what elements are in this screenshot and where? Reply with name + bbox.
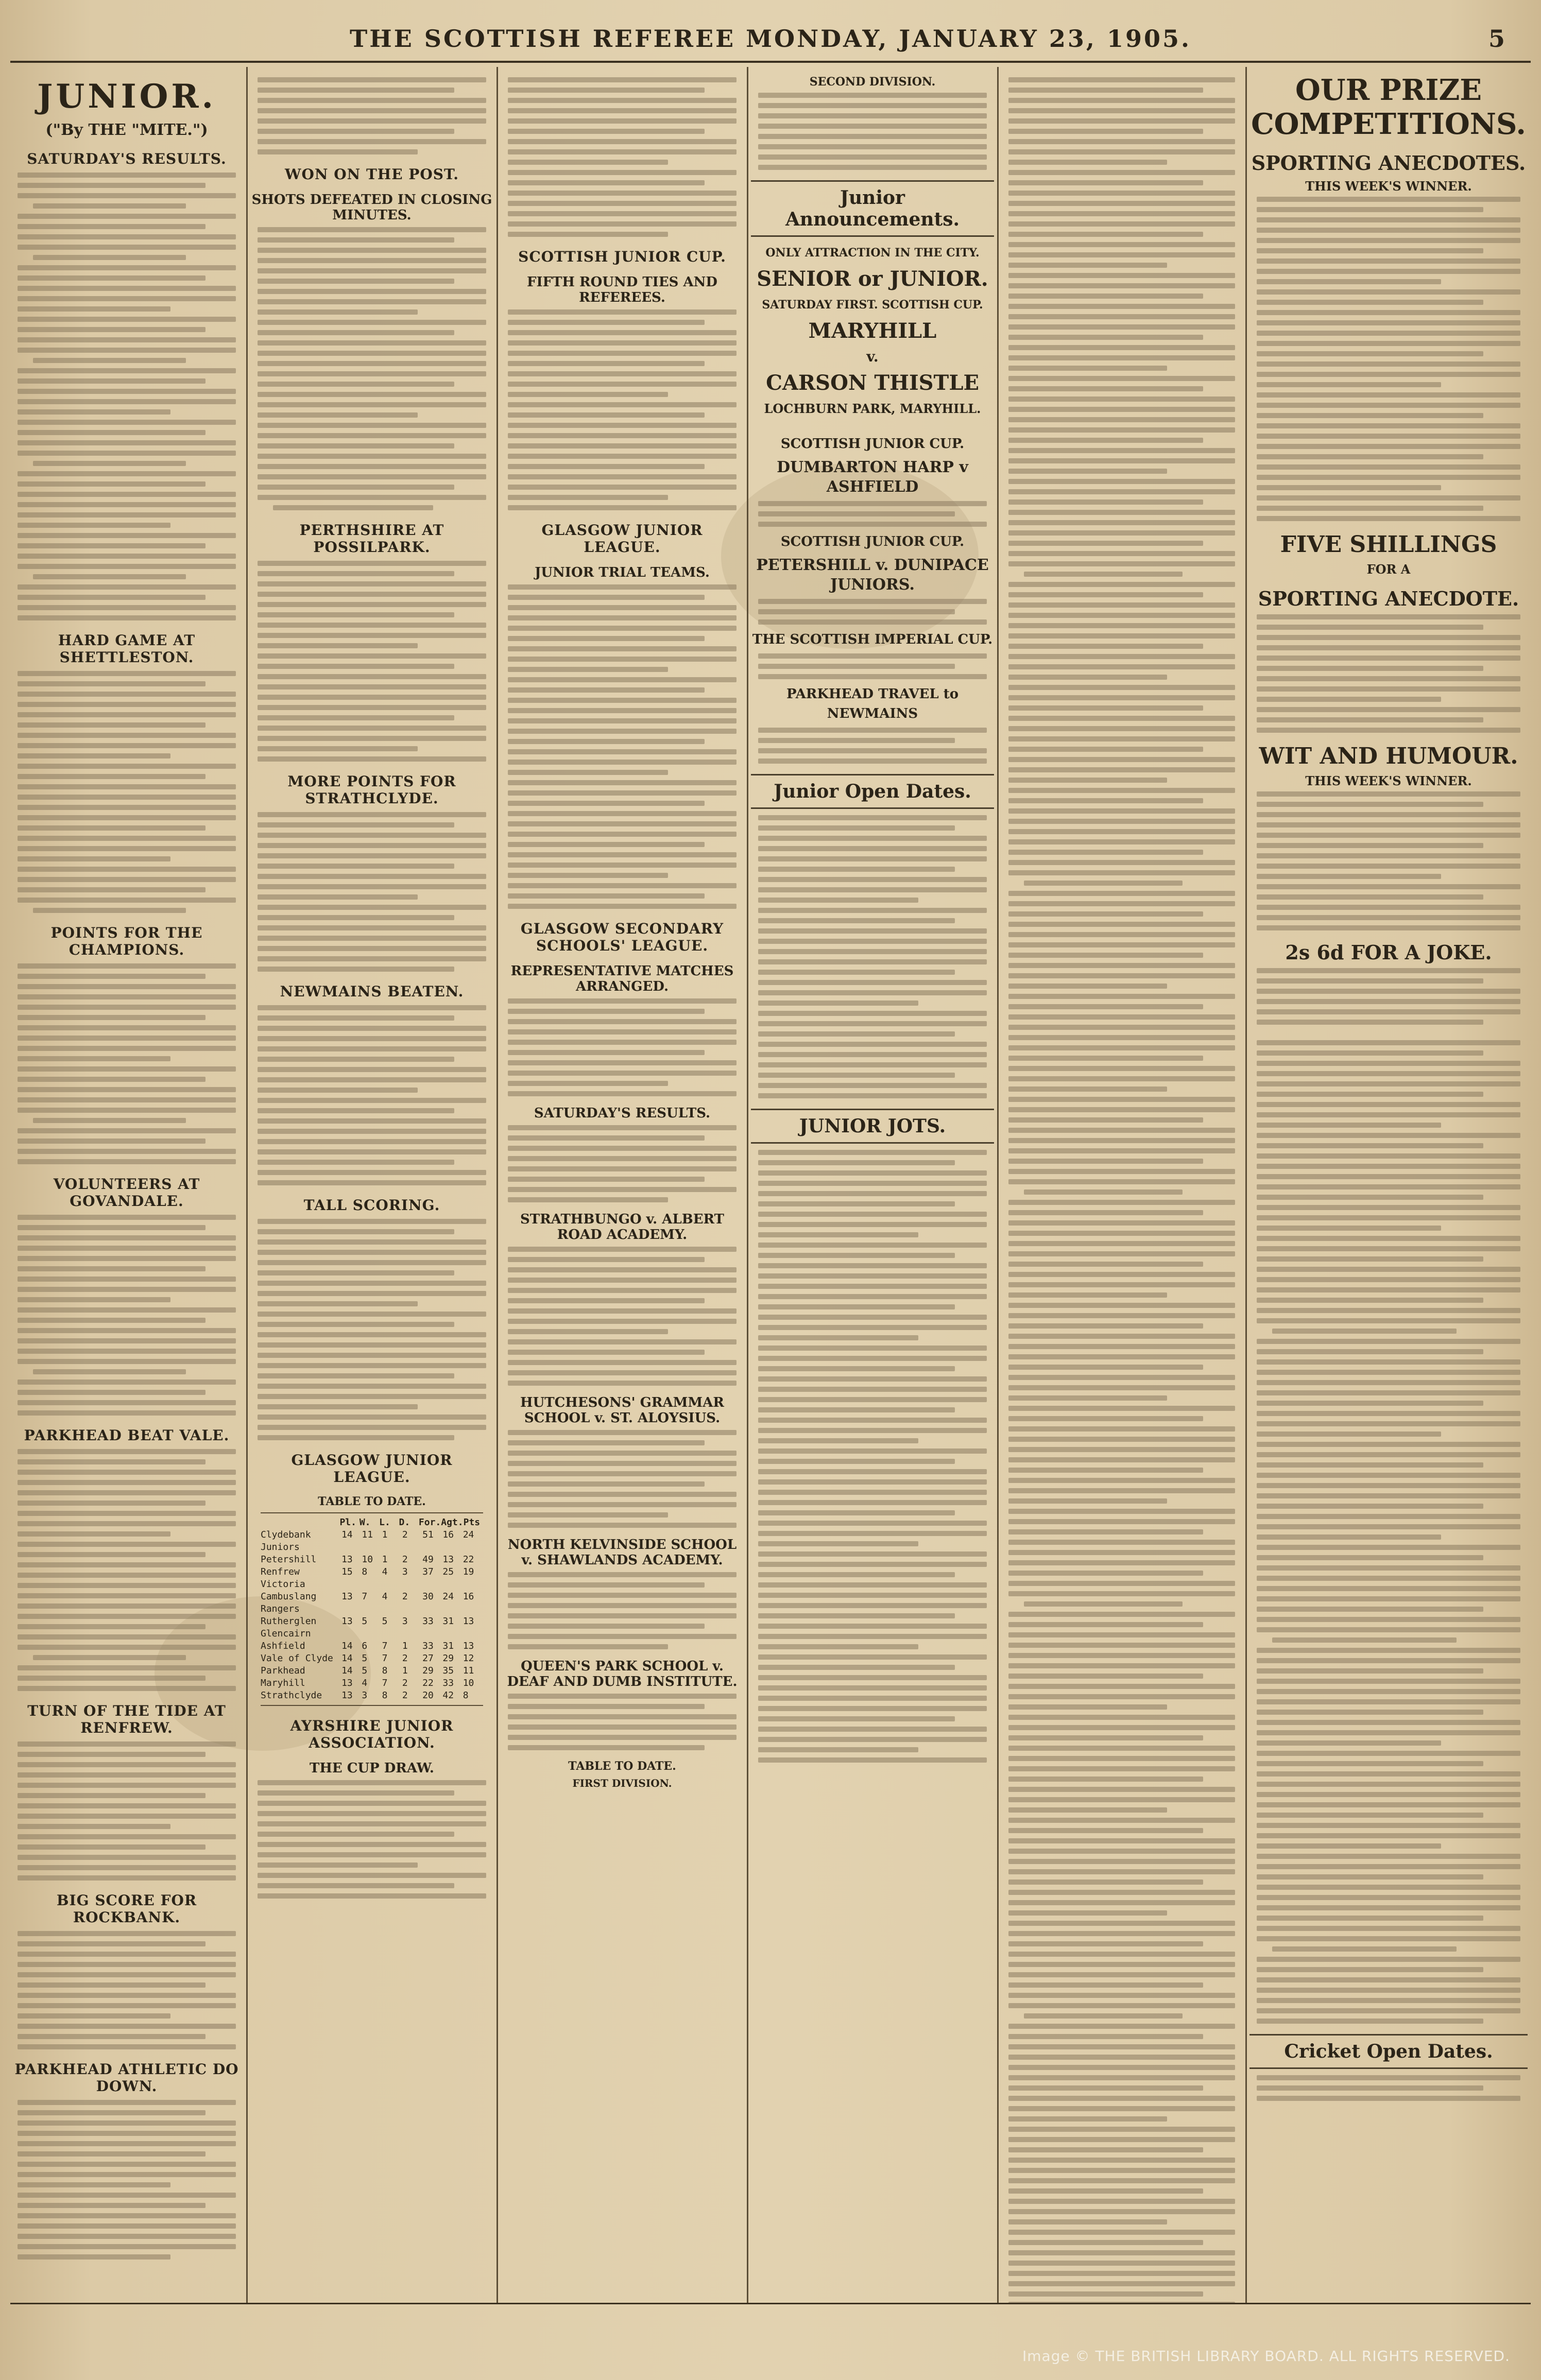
section-heading: MORE POINTS FOR STRATHCLYDE. — [287, 773, 456, 807]
junior-jots-heading: JUNIOR JOTS. — [751, 1109, 994, 1144]
advert-text — [758, 501, 987, 527]
table-row: Cambuslang Rangers 13 7 4 2 30 24 16 — [261, 1591, 474, 1614]
section-subheading: NORTH KELVINSIDE SCHOOL v. SHAWLANDS ACADEMY. — [507, 1537, 737, 1568]
table-subtitle: FIRST DIVISION. — [572, 1777, 672, 1789]
column-divider — [747, 67, 748, 2303]
advert-text — [758, 728, 987, 764]
section-heading: SATURDAY'S RESULTS. — [27, 150, 227, 167]
section-heading: AYRSHIRE JUNIOR ASSOCIATION. — [290, 1717, 454, 1751]
article-text — [508, 1247, 737, 1386]
winner-label: THIS WEEK'S WINNER. — [1305, 773, 1472, 788]
article-text — [508, 1430, 737, 1528]
advert-line: ONLY ATTRACTION IN THE CITY. — [765, 246, 980, 260]
section-subheading: FIFTH ROUND TIES AND REFEREES. — [527, 274, 717, 305]
five-shillings-heading: FIVE SHILLINGS — [1280, 531, 1497, 558]
article-text — [18, 1449, 236, 1691]
announcements-heading: Junior Announcements. — [751, 180, 994, 237]
advert-line: DUMBARTON HARP v ASHFIELD — [777, 458, 968, 496]
table-lines — [758, 93, 987, 170]
article-text — [508, 309, 737, 510]
column-byline: ("By THE "MITE.") — [45, 121, 208, 139]
image-credit: Image © THE BRITISH LIBRARY BOARD. ALL RIGHTS RESERVED. — [1022, 2348, 1510, 2365]
article-text — [508, 1572, 737, 1649]
article-text — [508, 1125, 737, 1202]
winner-label: THIS WEEK'S WINNER. — [1305, 179, 1472, 194]
advert-line: SATURDAY FIRST. SCOTTISH CUP. — [762, 298, 983, 312]
table-row: Rutherglen Glencairn 13 5 5 3 33 31 13 — [261, 1616, 474, 1639]
article-text — [1008, 77, 1235, 2303]
advert-text — [758, 653, 987, 679]
column-prize-competitions — [1249, 67, 1528, 2303]
section-heading: GLASGOW SECONDARY SCHOOLS' LEAGUE. — [520, 920, 724, 954]
article-text — [18, 1931, 236, 2049]
article-text — [258, 1219, 486, 1440]
page-number: 5 — [1488, 25, 1505, 53]
column-5 — [1001, 67, 1242, 2303]
table-row: Strathclyde 13 3 8 2 20 42 8 — [261, 1690, 469, 1701]
for-a-label: FOR A — [1366, 562, 1411, 577]
table-title: SECOND DIVISION. — [809, 75, 936, 89]
column-title: JUNIOR. — [37, 77, 216, 116]
article-text — [1257, 1040, 1520, 2024]
section-heading: GLASGOW JUNIOR LEAGUE. — [541, 522, 703, 556]
section-subheading: SHOTS DEFEATED IN CLOSING MINUTES. — [251, 192, 492, 223]
section-subheading: THE CUP DRAW. — [310, 1761, 434, 1776]
cricket-open-dates-heading: Cricket Open Dates. — [1249, 2034, 1528, 2069]
section-heading: TURN OF THE TIDE AT RENFREW. — [27, 1702, 226, 1736]
section-subheading: STRATHBUNGO v. ALBERT ROAD ACADEMY. — [520, 1212, 725, 1243]
section-heading: WON ON THE POST. — [285, 166, 459, 183]
advert-line: THE SCOTTISH IMPERIAL CUP. — [752, 632, 993, 647]
table-title: TABLE TO DATE. — [568, 1760, 676, 1773]
advert-line: SENIOR or JUNIOR. — [757, 267, 988, 291]
anecdote-text — [1257, 197, 1520, 521]
section-heading: SCOTTISH JUNIOR CUP. — [518, 248, 726, 265]
section-heading: PARKHEAD ATHLETIC DO DOWN. — [14, 2061, 239, 2095]
article-text — [258, 77, 486, 154]
section-heading: PARKHEAD BEAT VALE. — [24, 1427, 230, 1444]
advert-line: SCOTTISH JUNIOR CUP. — [780, 436, 965, 452]
section-subheading: JUNIOR TRIAL TEAMS. — [535, 565, 710, 580]
wit-humour-heading: WIT AND HUMOUR. — [1259, 743, 1518, 769]
table-row: Maryhill 13 4 7 2 22 33 10 — [261, 1678, 474, 1688]
competition-rules-text — [1257, 614, 1520, 733]
section-heading: PERTHSHIRE AT POSSILPARK. — [299, 522, 444, 556]
joke-text — [1257, 791, 1520, 930]
advert-line: MARYHILL — [808, 319, 937, 343]
table-row: Renfrew Victoria 15 8 4 3 37 25 19 — [261, 1566, 474, 1590]
column-divider — [246, 67, 248, 2303]
masthead-rule — [10, 61, 1531, 63]
article-text — [18, 173, 236, 620]
advert-line: LOCHBURN PARK, MARYHILL. — [764, 401, 981, 416]
advert-line: v. — [866, 348, 879, 365]
prize-competitions-title: OUR PRIZE COMPETITIONS. — [1251, 73, 1526, 141]
article-text — [508, 584, 737, 909]
sporting-anecdotes-heading: SPORTING ANECDOTES. — [1251, 151, 1526, 175]
competition-rules-text — [1257, 968, 1520, 1025]
section-heading: HARD GAME AT SHETTLESTON. — [58, 632, 196, 666]
section-subheading: HUTCHESONS' GRAMMAR SCHOOL v. ST. ALOYSIUS. — [520, 1395, 724, 1426]
advert-line: PETERSHILL v. DUNIPACE JUNIORS. — [756, 556, 989, 594]
advert-line: SCOTTISH JUNIOR CUP. — [780, 534, 965, 549]
article-text — [508, 1694, 737, 1750]
sporting-anecdote-heading: SPORTING ANECDOTE. — [1258, 587, 1519, 610]
masthead — [0, 19, 1541, 60]
column-3 — [501, 67, 744, 2303]
section-heading: TALL SCORING. — [303, 1197, 440, 1214]
column-junior — [10, 67, 243, 2303]
table-title: TABLE TO DATE. — [318, 1495, 426, 1508]
advert-line: CARSON THISTLE — [766, 371, 979, 395]
article-text — [18, 2100, 236, 2260]
section-heading: GLASGOW JUNIOR LEAGUE. — [291, 1452, 453, 1486]
article-text — [258, 1780, 486, 1899]
open-dates-heading: Junior Open Dates. — [751, 774, 994, 809]
league-table — [261, 1512, 483, 1706]
masthead-title: THE SCOTTISH REFEREE MONDAY, JANUARY 23, 1905. — [350, 25, 1191, 53]
article-text — [18, 1215, 236, 1416]
section-heading: NEWMAINS BEATEN. — [280, 983, 464, 1000]
article-text — [18, 963, 236, 1164]
article-text — [758, 1150, 987, 1763]
table-row: Petershill 13 10 1 2 49 13 22 — [261, 1554, 474, 1565]
article-text — [508, 77, 737, 237]
open-dates-text — [758, 815, 987, 1098]
section-subheading: QUEEN'S PARK SCHOOL v. DEAF AND DUMB INSTITUTE. — [507, 1659, 738, 1689]
article-text — [258, 561, 486, 762]
table-row: Ashfield 14 6 7 1 33 31 13 — [261, 1641, 474, 1651]
section-heading: BIG SCORE FOR ROCKBANK. — [56, 1892, 197, 1926]
article-text — [18, 1741, 236, 1881]
article-text — [258, 227, 486, 510]
section-heading: VOLUNTEERS AT GOVANDALE. — [53, 1176, 200, 1210]
column-divider — [997, 67, 999, 2303]
article-text — [258, 1005, 486, 1185]
table-row: Vale of Clyde 14 5 7 2 27 29 12 — [261, 1653, 474, 1664]
article-text — [1257, 2075, 1520, 2101]
article-text — [258, 812, 486, 972]
joke-price-heading: 2s 6d FOR A JOKE. — [1285, 941, 1492, 964]
section-subheading: REPRESENTATIVE MATCHES ARRANGED. — [510, 963, 734, 994]
table-row: Parkhead 14 5 8 1 29 35 11 — [261, 1665, 474, 1676]
column-divider — [496, 67, 498, 2303]
section-subheading: SATURDAY'S RESULTS. — [534, 1106, 711, 1121]
article-text — [18, 671, 236, 913]
bottom-rule — [10, 2303, 1531, 2304]
column-4 — [751, 67, 994, 2303]
table-header-row: Pl. W. L. D. For. Agt. Pts — [339, 1517, 481, 1528]
section-heading: POINTS FOR THE CHAMPIONS. — [50, 924, 203, 958]
table-row: Clydebank Juniors 14 11 1 2 51 16 24 — [261, 1529, 474, 1553]
advert-line: PARKHEAD TRAVEL to NEWMAINS — [786, 686, 959, 721]
column-2 — [250, 67, 493, 2303]
column-divider — [1245, 67, 1247, 2303]
article-text — [508, 998, 737, 1096]
advert-text — [758, 599, 987, 625]
